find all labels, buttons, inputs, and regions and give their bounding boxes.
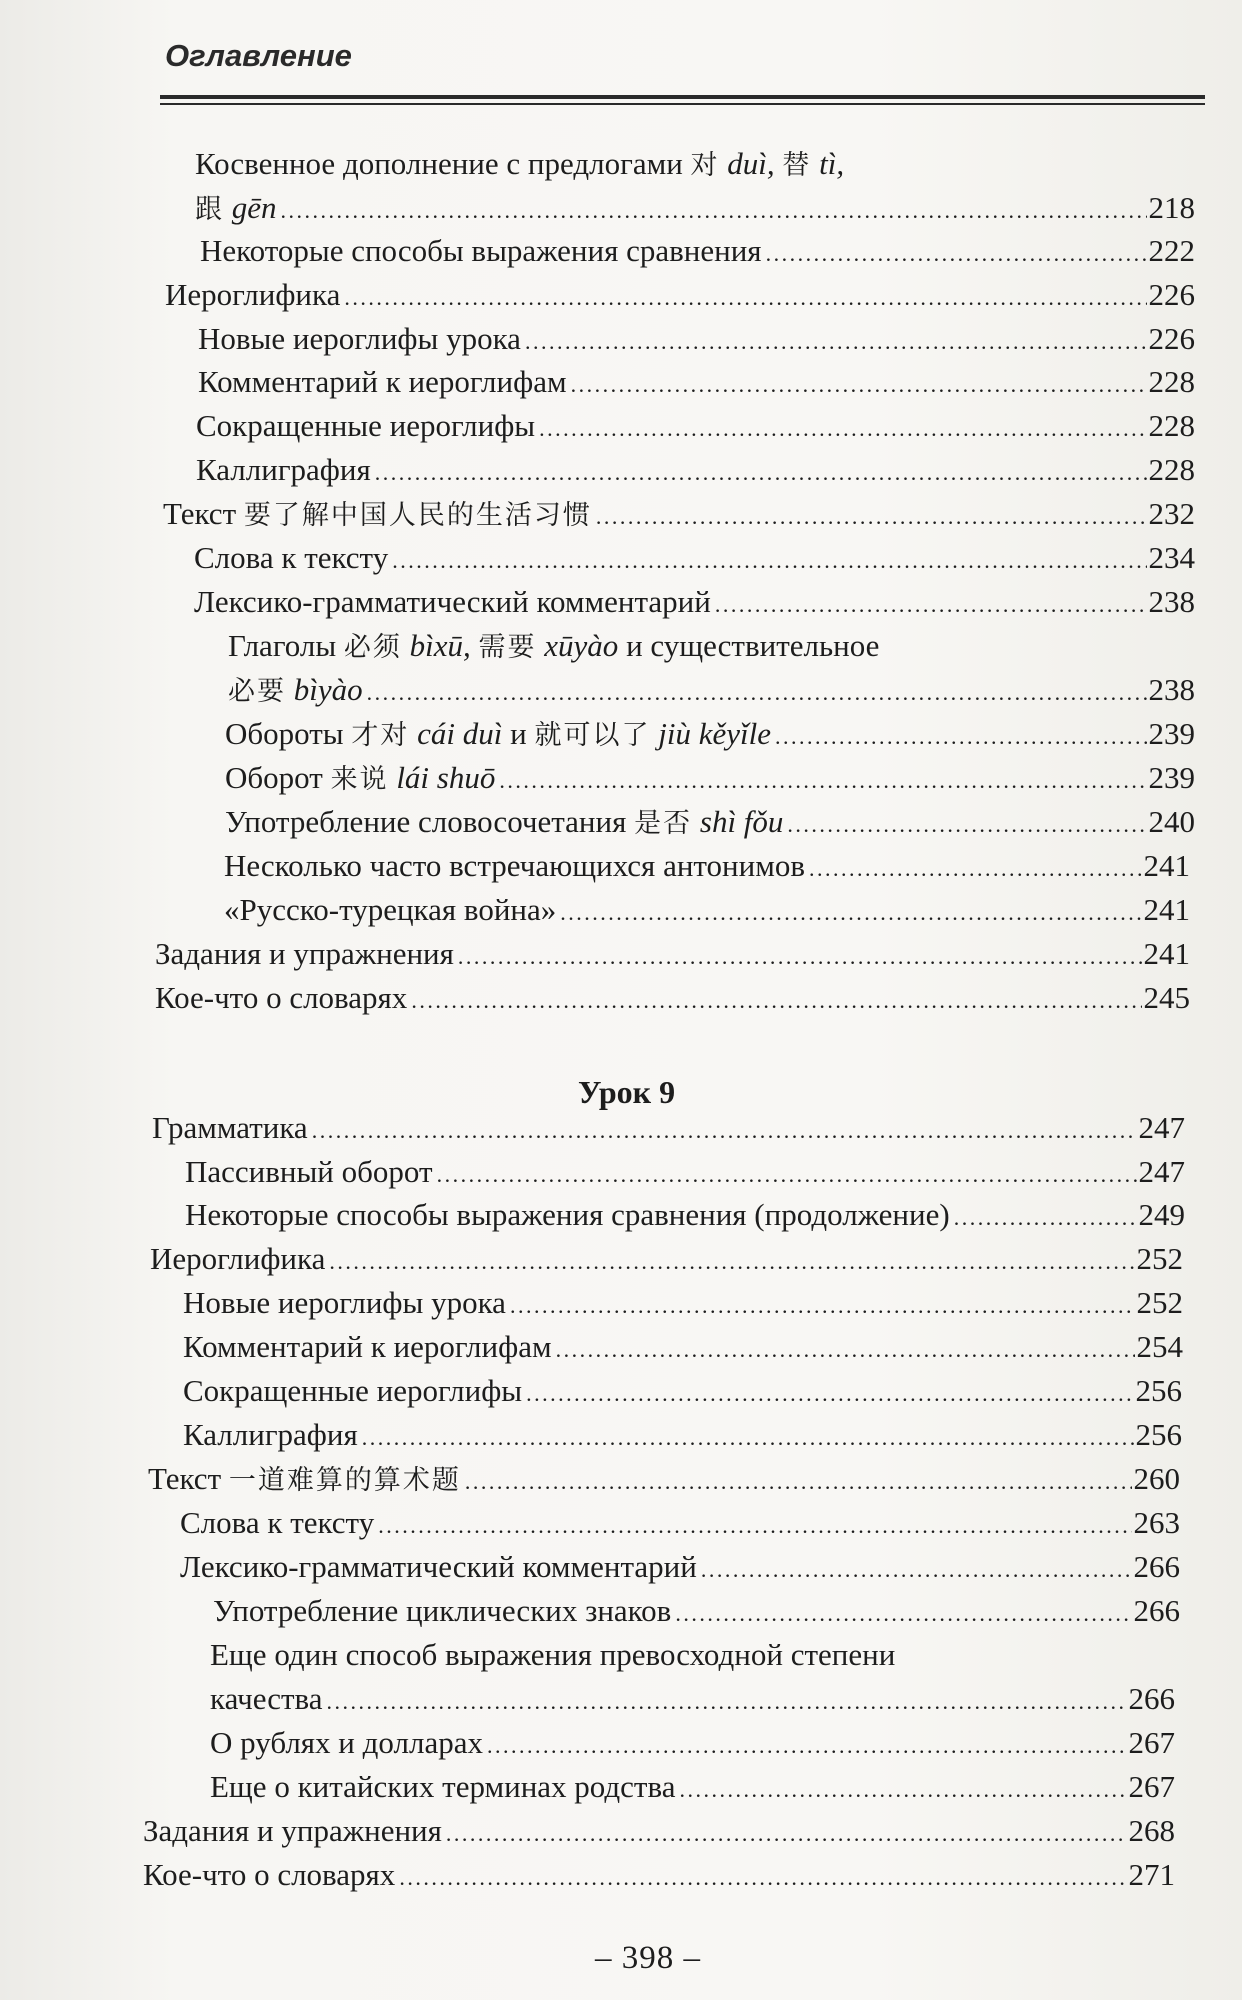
- toc-entry-new-characters-l9[interactable]: Новые иероглифы урока . . . 252: [183, 1287, 1183, 1318]
- toc-entry-words-to-text[interactable]: Слова к тексту . . . 234: [194, 542, 1195, 573]
- toc-entry-lexico-grammar-l9[interactable]: Лексико-грамматический комментарий . . . 266: [180, 1551, 1180, 1582]
- toc-entry-cyclic-signs[interactable]: Употребление циклических знаков . . . 266: [213, 1595, 1180, 1626]
- toc-entry-calligraphy-l9[interactable]: Каллиграфия . . . 256: [183, 1419, 1182, 1450]
- toc-entry-grammar-l9[interactable]: Грамматика . . . 247: [152, 1112, 1185, 1143]
- toc-entry-character-comments[interactable]: Комментарий к иероглифам . . . 228: [198, 366, 1195, 397]
- toc-entry-rubles-dollars[interactable]: О рублях и долларах . . . 267: [210, 1727, 1175, 1758]
- toc-entry-antonyms[interactable]: Несколько часто встречающихся антонимов . . . 241: [224, 850, 1190, 881]
- toc-entry-comparison[interactable]: Некоторые способы выражения сравнения . . . 222: [200, 235, 1195, 266]
- toc-entry-hieroglyphics-l9[interactable]: Иероглифика . . . 252: [150, 1243, 1183, 1274]
- toc-entry-text-l9[interactable]: Текст 一道难算的算术题 . . . 260: [148, 1463, 1180, 1494]
- toc-entry-text[interactable]: Текст 要了解中国人民的生活习惯 . . . 232: [163, 498, 1195, 529]
- page-number: – 398 –: [595, 1940, 701, 1976]
- lesson-heading: Урок 9: [578, 1074, 676, 1110]
- toc-entry-verbs-line2[interactable]: 必要 bìyào . . . 238: [228, 674, 1195, 705]
- toc-entry-simplified-characters[interactable]: Сокращенные иероглифы . . . 228: [196, 410, 1195, 441]
- toc-entry-simplified-l9[interactable]: Сокращенные иероглифы . . . 256: [183, 1375, 1182, 1406]
- toc-entry-russo-turkish-war[interactable]: «Русско-турецкая война» . . . 241: [224, 894, 1190, 925]
- toc-entry-verbs-line1: Глаголы 必须 bìxū, 需要 xūyào и существительное: [228, 628, 880, 663]
- toc-entry-indirect-object-line1: Косвенное дополнение с предлогами 对 duì, 替 tì,: [195, 146, 845, 181]
- toc-entry-words-l9[interactable]: Слова к тексту . . . 263: [180, 1507, 1180, 1538]
- toc-entry-phrases[interactable]: Обороты 才对 cái duì и 就可以了 jiù kěyǐle . . . 239: [225, 718, 1195, 749]
- toc-entry-superlative-line2[interactable]: качества . . . 266: [210, 1683, 1175, 1714]
- toc-entry-indirect-object-line2[interactable]: 跟 gēn . . . 218: [195, 192, 1195, 223]
- toc-entry-exercises[interactable]: Задания и упражнения . . . 241: [155, 938, 1190, 969]
- toc-entry-dictionaries-l9[interactable]: Кое-что о словарях . . . 271: [143, 1859, 1175, 1890]
- toc-entry-comparison-cont[interactable]: Некоторые способы выражения сравнения (продолжение) . . . 249: [185, 1199, 1185, 1230]
- toc-entry-character-comments-l9[interactable]: Комментарий к иероглифам . . . 254: [183, 1331, 1183, 1362]
- toc-entry-dictionaries[interactable]: Кое-что о словарях . . . 245: [155, 982, 1190, 1013]
- toc-entry-new-characters[interactable]: Новые иероглифы урока . . . 226: [198, 323, 1195, 354]
- toc-entry-superlative-line1: Еще один способ выражения превосходной степени: [210, 1637, 896, 1672]
- toc-entry-shifou[interactable]: Употребление словосочетания 是否 shì fǒu . . . 240: [225, 806, 1195, 837]
- toc-entry-hieroglyphics[interactable]: Иероглифика . . . 226: [165, 279, 1195, 310]
- running-title: Оглавление: [165, 38, 352, 73]
- toc-entry-exercises-l9[interactable]: Задания и упражнения . . . 268: [143, 1815, 1175, 1846]
- toc-entry-lexico-grammar[interactable]: Лексико-грамматический комментарий . . . 238: [194, 586, 1195, 617]
- toc-entry-passive[interactable]: Пассивный оборот . . . 247: [185, 1156, 1185, 1187]
- toc-entry-calligraphy[interactable]: Каллиграфия . . . 228: [196, 454, 1195, 485]
- toc-entry-kinship-terms[interactable]: Еще о китайских терминах родства . . . 267: [210, 1771, 1175, 1802]
- toc-entry-phrase-laishuo[interactable]: Оборот 来说 lái shuō . . . 239: [225, 762, 1195, 793]
